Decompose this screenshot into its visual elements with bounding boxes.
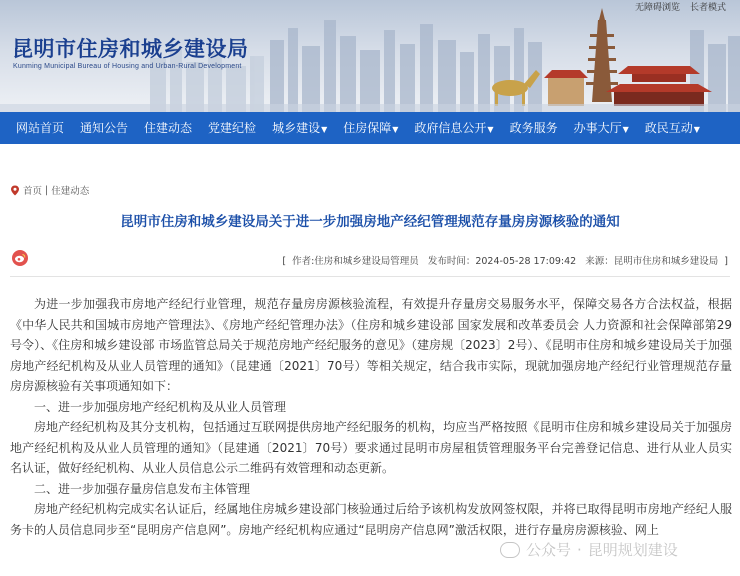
breadcrumb — [10, 183, 89, 197]
nav-interaction[interactable]: 政民互动▼ — [644, 121, 700, 135]
breadcrumb-separator: | — [45, 184, 49, 196]
section-heading-1: 一、进一步加强房地产经纪机构及从业人员管理 — [34, 399, 287, 414]
watermark-prefix: 公众号 — [526, 541, 572, 559]
article-date: 发布时间：2024-05-28 17:09:42 — [427, 256, 577, 267]
breadcrumb-current[interactable]: 住建动态 — [51, 186, 90, 197]
section-heading-2: 二、进一步加强存量房信息发布主体管理 — [34, 481, 251, 496]
nav-party[interactable]: 党建纪检 — [208, 121, 257, 135]
paragraph-section-1: 房地产经纪机构及其分支机构，包括通过互联网提供房地产经纪服务的机构，均应当严格按照《昆明市住房和城乡建设局关于加强房地产经纪机构及从业人员管理的通知》（昆建通〔2021〕70号）要求通过昆明市房屋租赁管理服务平台完善登记信息、进行从业人员实名认证，做好经纪机构、从业人员信息公示二维码有效管理和动态更新。 — [10, 420, 732, 475]
wechat-icon — [500, 542, 520, 558]
divider — [10, 276, 730, 277]
site-title: 昆明市住房和城乡建设局 — [12, 37, 249, 61]
nav-home[interactable]: 网站首页 — [16, 121, 65, 135]
nav-hall[interactable]: 办事大厅▼ — [573, 121, 629, 135]
article-body — [10, 294, 732, 540]
site-subtitle: Kunming Municipal Bureau of Housing and Urban-Rural Development — [13, 63, 242, 70]
accessibility-link[interactable]: 无障碍浏览 — [634, 3, 680, 13]
watermark-name: 昆明规划建设 — [587, 541, 678, 559]
weibo-share-icon[interactable] — [12, 250, 28, 266]
article-title: 昆明市住房和城乡建设局关于进一步加强房地产经纪管理规范存量房房源核验的通知 — [120, 214, 620, 230]
chevron-down-icon: ▼ — [487, 125, 494, 134]
chevron-down-icon: ▼ — [693, 125, 700, 134]
meta-bracket-open: [ — [282, 256, 287, 267]
nav-housing[interactable]: 住房保障▼ — [343, 121, 399, 135]
main-nav — [0, 112, 740, 144]
article-author: 作者:住房和城乡建设局管理员 — [292, 256, 419, 267]
watermark — [500, 539, 678, 560]
header-banner — [0, 0, 740, 112]
elderly-mode-link[interactable]: 长者模式 — [689, 3, 726, 13]
paragraph-intro: 为进一步加强我市房地产经纪行业管理，规范存量房房源核验流程，有效提升存量房交易服务水平，保障交易各方合法权益，根据《中华人民共和国城市房地产管理法》、《房地产经纪管理办法》（住房和城乡建设部 国家发展和改革委员会 人力资源和社会保障部第29号令）、《住房和城乡建设部 市场监管总局关于规范房地产经纪服务的意见》（建房规〔2023〕2号）、《昆明市住房和城乡建设局关于加强房地产经纪机构及从业人员管理的通知》（昆建通〔2021〕70号）等相关规定，结合我市实际，现就加强房地产经纪行业管理规范存量房房源核验有关事项通知如下： — [10, 297, 732, 393]
chevron-down-icon: ▼ — [392, 125, 399, 134]
nav-gov-info[interactable]: 政府信息公开▼ — [414, 121, 494, 135]
meta-bracket-close: ] — [724, 256, 728, 267]
nav-services[interactable]: 政务服务 — [509, 121, 558, 135]
nav-news[interactable]: 住建动态 — [144, 121, 193, 135]
chevron-down-icon: ▼ — [321, 125, 328, 134]
location-pin-icon — [10, 185, 20, 196]
paragraph-section-2: 房地产经纪机构完成实名认证后，经属地住房城乡建设部门核验通过后给予该机构发放网签权限，并将已取得昆明市房地产经纪人服务卡的人员信息同步至“昆明房产信息网”。房地产经纪机构应通过“昆明房产信息网”激活权限，进行存量房房源核验、网上 — [10, 502, 732, 537]
top-links — [635, 0, 726, 13]
chevron-down-icon: ▼ — [622, 125, 629, 134]
nav-notices[interactable]: 通知公告 — [80, 121, 129, 135]
watermark-separator: · — [577, 540, 582, 559]
breadcrumb-home[interactable]: 首页 — [23, 186, 43, 197]
article-source: 来源：昆明市住房和城乡建设局 — [585, 256, 719, 267]
article-meta — [276, 253, 728, 267]
nav-urban-rural[interactable]: 城乡建设▼ — [272, 121, 328, 135]
